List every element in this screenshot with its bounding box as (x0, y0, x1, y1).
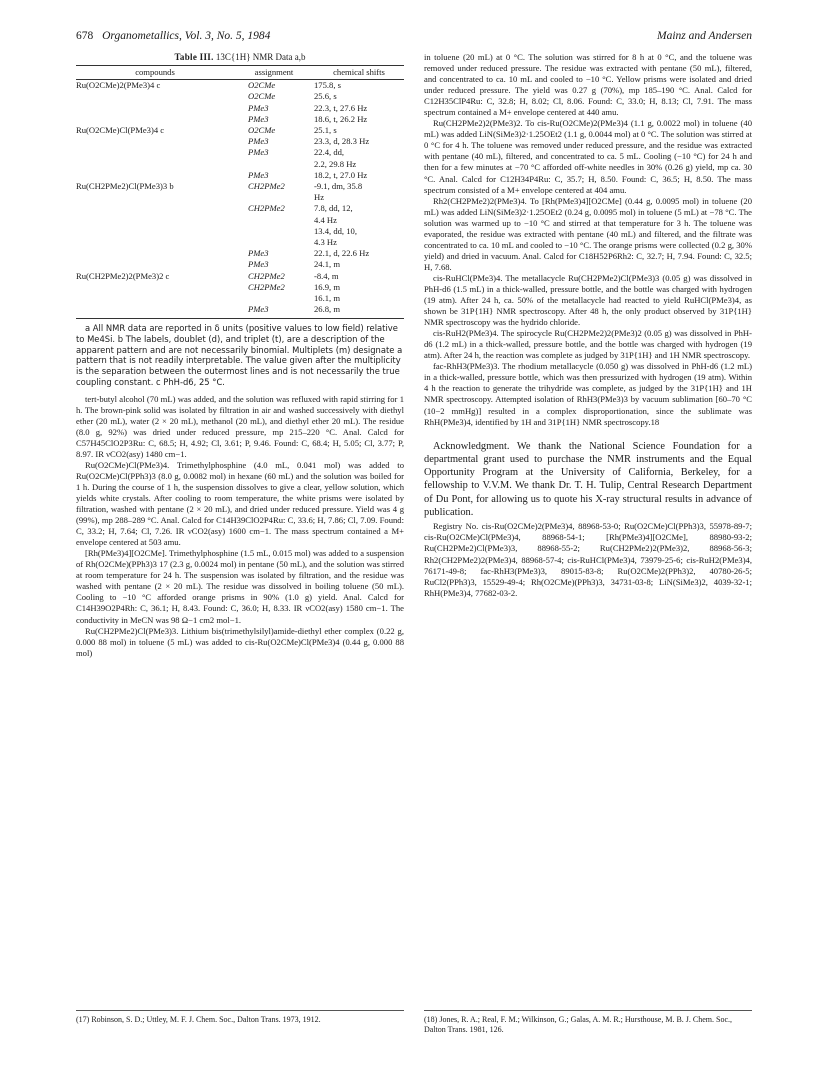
shift-cell: -8.4, m (314, 270, 339, 281)
shift-cell: 23.3, d, 28.3 Hz (314, 136, 370, 147)
shift-cell: -9.1, dm, 35.8 (314, 180, 363, 191)
shift-cell: 13.4, dd, 10, (314, 225, 357, 236)
shift-cell: 26.8, m (314, 304, 341, 315)
table-row (76, 103, 404, 114)
assignment-cell (234, 192, 314, 203)
assignment-cell: CH2PMe2 (248, 203, 285, 214)
compound-cell (76, 192, 234, 203)
assignment-cell (234, 226, 314, 237)
registry-section (424, 521, 752, 598)
paragraph: Ru(CH2PMe2)2(PMe3)2. To cis-Ru(O2CMe)2(PMe3)4 (1.1 g, 0.0022 mol) in toluene (40 mL) was added LiN(SiMe3)2·1.25OEt2 (1.1 g, 0.0044 mol) at 0 °C. The solution was stirred at 0 °C for 4 h. The toluene was removed under reduced pressure, and the residue was extracted with pentane (40 mL), filtered, and concentrated to ca. 5 mL. Cooling (−10 °C) for 24 h and then for a few minutes at −70 °C afforded off-white needles in 30% (0.26 g) yield, mp ca. 30 °C. Anal. Calcd for C12H34P4Ru: C, 35.7; H, 8.50. Found: C, 36.5; H, 8.50. The mass spectrum consisted of a M+ envelope centered at 404 amu. (424, 118, 752, 195)
compound-cell (76, 226, 234, 237)
shift-cell: 22.1, d, 22.6 Hz (314, 248, 370, 259)
table-row (76, 226, 404, 237)
assignment-cell: PMe3 (248, 304, 269, 315)
shift-cell: 16.9, m (314, 281, 341, 292)
table-row (76, 259, 404, 270)
assignment-cell (234, 237, 314, 248)
registry-numbers: Registry No. cis-Ru(O2CMe)2(PMe3)4, 88968-53-0; Ru(O2CMe)Cl(PPh3)3, 55978-89-7; cis-Ru(O2CMe)Cl(PMe3)4, 88968-54-1; [Rh(PMe3)4][O2CMe], 88980-93-2; Ru(CH2PMe2)Cl(PMe3)3, 88968-55-2; Ru(CH2PMe2)2(PMe3)2, 88968-56-3; Rh2(CH2PMe2)2(PMe3)4, 88968-57-4; cis-RuHCl(PMe3)4, 73979-25-6; cis-RuH2(PMe3)4, 76171-49-8; fac-RhH3(PMe3)3, 89015-83-8; Ru(O2CMe)2(PPh3)2, 40780-26-5; RuCl2(PPh3)3, 15529-49-4; Rh(O2CMe)(PPh3)3, 34731-03-8; LiN(SiMe3)2, 4039-32-1; RhH(PMe3)4, 77682-03-2. (424, 521, 752, 598)
running-authors: Mainz and Andersen (657, 30, 752, 42)
table-row (76, 136, 404, 147)
table-caption: 13C{1H} NMR Data a,b (215, 52, 306, 62)
table-row (76, 282, 404, 293)
assignment-cell: CH2PMe2 (248, 270, 285, 281)
compound-cell (76, 203, 234, 214)
assignment-cell: O2CMe (248, 91, 276, 102)
assignment-cell: O2CMe (248, 80, 276, 91)
table-row (76, 237, 404, 248)
compound-cell (76, 293, 234, 304)
paragraph: cis-RuH2(PMe3)4. The spirocycle Ru(CH2PMe2)2(PMe3)2 (0.05 g) was dissolved in PhH-d6 (1.2 mL) in a thick-walled, pressure bottle, and the bottle was charged with hydrogen (19 atm). After 24 h, the reaction was complete as judged by 31P{1H} and 1H NMR spectroscopy. (424, 328, 752, 361)
page-number: 678 (76, 30, 94, 42)
compound-cell (76, 248, 234, 259)
paragraph: Ru(CH2PMe2)Cl(PMe3)3. Lithium bis(trimethylsilyl)amide-diethyl ether complex (0.22 g, 0.000 88 mol) in toluene (5 mL) was added to cis-Ru(O2CMe)Cl(PMe3)4 (0.44 g, 0.000 88 mol) (76, 625, 404, 658)
shift-cell: 22.4, dd, (314, 147, 345, 158)
paragraph: Rh2(CH2PMe2)2(PMe3)4. To [Rh(PMe3)4][O2CMe] (0.44 g, 0.0095 mol) in toluene (20 mL) was added LiN(SiMe3)2·1.25OEt2 (0.24 g, 0.0095 mol) in toluene (5 mL) at −78 °C. The solution was warmed up to −10 °C and stirred at that temperature for 3 h. The toluene was evaporated, the residue was extracted with pentane (40 mL) and filtered, and the filtrate was concentrated to ca. 10 mL and cooled to −10 °C. The orange prisms were collected (0.2 g, 30% yield) and dried in vacuum. Anal. Calcd for C18H52P6Rh2: C, 32.7; H, 7.94. Found: C, 32.5; H, 7.68. (424, 195, 752, 272)
table-row (76, 181, 404, 192)
table-row (76, 114, 404, 125)
compound-cell (76, 147, 234, 158)
shift-cell: 175.8, s (314, 80, 341, 91)
footnote-18: (18) Jones, R. A.; Real, F. M.; Wilkinson, G.; Galas, A. M. R.; Hursthouse, M. B. J. Chem. Soc., Dalton Trans. 1981, 126. (424, 1010, 752, 1035)
shift-cell: 7.8, dd, 12, (314, 203, 353, 214)
table-row (76, 170, 404, 181)
table-header-cell: chemical shifts (333, 67, 385, 78)
assignment-cell (234, 293, 314, 304)
assignment-cell: CH2PMe2 (248, 180, 285, 191)
right-column (424, 52, 752, 599)
compound-cell (76, 159, 234, 170)
acknowledgment-section (424, 440, 752, 520)
journal-citation: Organometallics, Vol. 3, No. 5, 1984 (102, 30, 271, 42)
table-row (76, 91, 404, 102)
shift-cell: 25.6, s (314, 91, 337, 102)
compound-cell (76, 103, 234, 114)
table-header-cell: assignment (254, 67, 294, 78)
compound-cell (76, 215, 234, 226)
assignment-cell: O2CMe (248, 124, 276, 135)
table-row (76, 192, 404, 203)
table-row (76, 304, 404, 315)
table-row (76, 215, 404, 226)
table-row (76, 147, 404, 158)
table-row (76, 271, 404, 282)
shift-cell: Hz (314, 192, 325, 203)
assignment-cell: CH2PMe2 (248, 281, 285, 292)
paragraph: tert-butyl alcohol (70 mL) was added, and the solution was refluxed with rapid stirring for 1 h. The brown-pink solid was isolated by filtration in air and washed successively with diethyl ether (20 mL), water (2 × 20 mL), methanol (20 mL), and diethyl ether 20 mL). The residue (8.0 g, 92%) was dried under reduced pressure, mp 215–220 °C. Anal. Calcd for C57H45ClO2P3Ru: C, 68.5; H, 4.92; Cl, 3.61; P, 9.46. Found: C, 68.4; H, 5.05; Cl, 3.77; P, 8.97. IR νCO2(asy) 1480 cm−1. (76, 393, 404, 459)
table-label: Table III. (174, 52, 214, 62)
table-body (76, 80, 404, 315)
compound-cell (76, 237, 234, 248)
paragraph: fac-RhH3(PMe3)3. The rhodium metallacycle (0.050 g) was dissolved in PhH-d6 (1.2 mL) in a thick-walled, pressure bottle, which was then pressurized with hydrogen (19 atm). Within 4 h the reaction to generate the trihydride was complete, as judged by the 31P{1H} and 1H NMR spectroscopy. Attempted isolation of RhH3(PMe3)3 by vacuum sublimation [60–70 °C (10−2 mmHg)] resulted in a complex disproportionation, since the sublimate was RhH(PMe3)4, identified by 1H and 31P{1H} NMR spectroscopy.18 (424, 361, 752, 427)
compound-cell: Ru(O2CMe)Cl(PMe3)4 c (76, 124, 165, 135)
table-header-row (76, 65, 404, 80)
left-column (76, 52, 404, 659)
table-title (76, 52, 404, 63)
table-footnote: a All NMR data are reported in δ units (positive values to low field) relative to Me4Si. b The labels, doublet (d), and triplet (t), are a description of the apparent pattern and are not necessarily binomial. Multiplets (m) designate a pattern that is not readily interpretable. The value given after the multiplicity is the separation between the outermost lines and is not necessarily the true coupling constant. c PhH-d6, 25 °C. (76, 323, 403, 387)
compound-cell (76, 259, 234, 270)
assignment-cell: PMe3 (248, 102, 269, 113)
paragraph: in toluene (20 mL) at 0 °C. The solution was stirred for 8 h at 0 °C, and the toluene was removed under reduced pressure. The residue was extracted with pentane (50 mL), filtered, and concentrated to ca. 10 mL and cooled to −10 °C. Yellow prisms were isolated and dried under reduced pressure. The yield was 0.27 g (70%), mp 185–190 °C. Anal. Calcd for C12H35ClP4Ru: C, 32.8; H, 8.02; Cl, 8.06. Found: C, 33.0; H, 8.13; Cl, 7.91. The mass spectrum contained a M+ envelope centered at 440 amu. (424, 52, 752, 118)
compound-cell (76, 91, 234, 102)
compound-cell (76, 304, 234, 315)
shift-cell: 18.6, t, 26.2 Hz (314, 113, 368, 124)
table-row (76, 159, 404, 170)
assignment-cell: PMe3 (248, 136, 269, 147)
shift-cell: 2.2, 29.8 Hz (314, 158, 357, 169)
page-header (76, 30, 752, 42)
compound-cell (76, 136, 234, 147)
table-row (76, 203, 404, 214)
assignment-cell: PMe3 (248, 147, 269, 158)
assignment-cell (234, 215, 314, 226)
shift-cell: 4.3 Hz (314, 236, 337, 247)
table-row (76, 293, 404, 304)
table-footnote-block (76, 318, 404, 387)
shift-cell: 16.1, m (314, 292, 341, 303)
table-row (76, 80, 404, 91)
shift-cell: 18.2, t, 27.0 Hz (314, 169, 368, 180)
compound-cell (76, 114, 234, 125)
left-body-text (76, 394, 404, 659)
compound-cell: Ru(CH2PMe2)Cl(PMe3)3 b (76, 180, 174, 191)
table-row (76, 248, 404, 259)
assignment-cell (234, 159, 314, 170)
table-header-cell: compounds (135, 67, 175, 78)
assignment-cell: PMe3 (248, 259, 269, 270)
footnote-17: (17) Robinson, S. D.; Uttley, M. F. J. Chem. Soc., Dalton Trans. 1973, 1912. (76, 1010, 404, 1025)
assignment-cell: PMe3 (248, 113, 269, 124)
paragraph: Ru(O2CMe)Cl(PMe3)4. Trimethylphosphine (4.0 mL, 0.041 mol) was added to Ru(O2CMe)Cl(PPh3)3 (8.0 g, 0.0082 mol) in hexane (60 mL) and the solution was boiled for 1 h. During the course of 1 h, the suspension dissolves to give a clear, yellow solution, which yields white crystals. After cooling to room temperature, the white prisms were isolated by filtration, washed with pentane (2 × 20 mL), and dried under reduced pressure. Yield was 4 g (99%), mp 288–289 °C. Anal. Calcd for C14H39ClO2P4Ru: C, 33.6; H, 7.86; Cl, 7.09. Found: C, 33.2; H, 7.64; Cl, 7.26. IR νCO2(asy) 1600 cm−1. The mass spectrum contained a M+ envelope centered at 503 amu. (76, 459, 404, 548)
paragraph: [Rh(PMe3)4][O2CMe]. Trimethylphosphine (1.5 mL, 0.015 mol) was added to a suspension of Rh(O2CMe)(PPh3)3 17 (2.3 g, 0.0024 mol) in pentane (50 mL), and the solution was stirred at room temperature for 24 h. The suspension was isolated by filtration, and the residue was washed with pentane (2 × 20 mL). The residue was dissolved in boiling toluene (50 mL). Cooling to −10 °C afforded orange prisms in 90% (1.0 g) yield. Anal. Calcd for C14H39O2P4Rh: C, 36.1; H, 8.43. Found: C, 36.0; H, 8.33. IR νCO2(asy) 1580 cm−1. The conductivity in MeCN was 98 Ω−1 cm2 mol−1. (76, 548, 404, 625)
compound-cell (76, 282, 234, 293)
header-left (76, 30, 270, 42)
assignment-cell: PMe3 (248, 169, 269, 180)
compound-cell (76, 170, 234, 181)
acknowledgment-text: Acknowledgment. We thank the National Science Foundation for a departmental grant used to purchase the NMR instruments and the Equal Opportunity Program at the University of California, Berkeley, for a fellowship to V.V.M. We thank Dr. T. H. Tulip, Central Research Department of Du Pont, for allowing us to quote his X-ray structural results in advance of publication. (424, 440, 752, 519)
shift-cell: 4.4 Hz (314, 214, 337, 225)
table-row (76, 125, 404, 136)
shift-cell: 24.1, m (314, 259, 341, 270)
compound-cell: Ru(CH2PMe2)2(PMe3)2 c (76, 270, 170, 281)
shift-cell: 25.1, s (314, 124, 337, 135)
shift-cell: 22.3, t, 27.6 Hz (314, 102, 368, 113)
assignment-cell: PMe3 (248, 248, 269, 259)
compound-cell: Ru(O2CMe)2(PMe3)4 c (76, 80, 161, 91)
paragraph: cis-RuHCl(PMe3)4. The metallacycle Ru(CH2PMe2)Cl(PMe3)3 (0.05 g) was dissolved in PhH-d6 (1.5 mL) in a thick-walled, pressure bottle, and the bottle was charged with hydrogen (19 atm). After 24 h, ca. 50% of the metallacycle had reacted to yield RuHCl(PMe3)4, as shown be 31P{1H} NMR spectroscopy. After 48 h, the only product observed by 31P{1H} NMR spectroscopy was the hydrido chloride. (424, 272, 752, 328)
